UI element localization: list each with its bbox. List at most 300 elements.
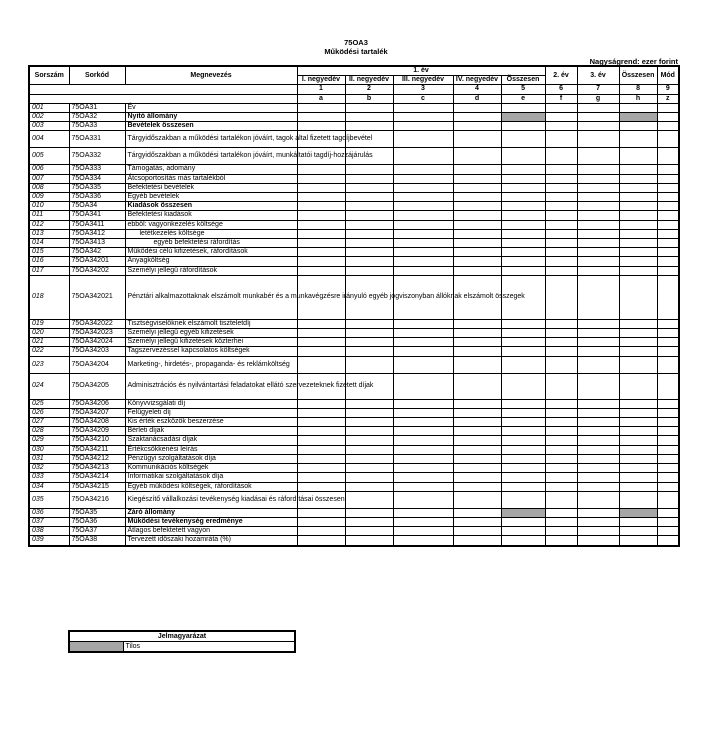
value-cell[interactable] — [577, 174, 619, 183]
value-cell[interactable] — [657, 148, 679, 165]
value-cell[interactable] — [453, 113, 501, 122]
value-cell[interactable] — [577, 517, 619, 526]
value-cell[interactable] — [297, 202, 345, 211]
value-cell[interactable] — [657, 103, 679, 112]
value-cell[interactable] — [657, 517, 679, 526]
value-cell[interactable] — [657, 229, 679, 238]
value-cell[interactable] — [297, 408, 345, 417]
value-cell[interactable] — [393, 165, 453, 174]
value-cell[interactable] — [453, 220, 501, 229]
value-cell[interactable] — [393, 491, 453, 508]
value-cell[interactable] — [297, 319, 345, 328]
value-cell[interactable] — [453, 229, 501, 238]
value-cell[interactable] — [619, 527, 657, 536]
value-cell[interactable] — [393, 174, 453, 183]
value-cell[interactable] — [453, 517, 501, 526]
value-cell[interactable] — [577, 113, 619, 122]
value-cell[interactable] — [619, 454, 657, 463]
value-cell[interactable] — [577, 193, 619, 202]
value-cell[interactable] — [453, 464, 501, 473]
value-cell[interactable] — [393, 211, 453, 220]
value-cell[interactable] — [545, 418, 577, 427]
value-cell[interactable] — [393, 527, 453, 536]
value-cell[interactable] — [345, 239, 393, 248]
value-cell[interactable] — [619, 319, 657, 328]
value-cell[interactable] — [297, 454, 345, 463]
value-cell[interactable] — [453, 103, 501, 112]
value-cell[interactable] — [297, 436, 345, 445]
value-cell[interactable] — [657, 174, 679, 183]
value-cell[interactable] — [577, 220, 619, 229]
value-cell[interactable] — [545, 408, 577, 417]
value-cell[interactable] — [345, 418, 393, 427]
value-cell[interactable] — [619, 418, 657, 427]
value-cell[interactable] — [657, 436, 679, 445]
value-cell[interactable] — [619, 329, 657, 338]
value-cell[interactable] — [501, 174, 545, 183]
value-cell[interactable] — [619, 427, 657, 436]
value-cell[interactable] — [619, 131, 657, 148]
value-cell[interactable] — [577, 482, 619, 491]
value-cell[interactable] — [453, 211, 501, 220]
value-cell[interactable] — [393, 338, 453, 347]
value-cell[interactable] — [577, 536, 619, 546]
value-cell[interactable] — [297, 356, 345, 373]
value-cell[interactable] — [393, 473, 453, 482]
value-cell[interactable] — [619, 174, 657, 183]
value-cell[interactable] — [501, 165, 545, 174]
value-cell[interactable] — [453, 482, 501, 491]
value-cell[interactable] — [545, 427, 577, 436]
value-cell[interactable] — [657, 399, 679, 408]
value-cell[interactable] — [501, 338, 545, 347]
value-cell[interactable] — [545, 399, 577, 408]
value-cell[interactable] — [657, 482, 679, 491]
value-cell[interactable] — [297, 122, 345, 131]
value-cell[interactable] — [297, 536, 345, 546]
value-cell[interactable] — [657, 122, 679, 131]
value-cell[interactable] — [657, 454, 679, 463]
value-cell[interactable] — [501, 347, 545, 356]
value-cell[interactable] — [453, 408, 501, 417]
value-cell[interactable] — [501, 103, 545, 112]
value-cell[interactable] — [577, 257, 619, 266]
value-cell[interactable] — [393, 356, 453, 373]
value-cell[interactable] — [619, 148, 657, 165]
value-cell[interactable] — [501, 183, 545, 192]
value-cell[interactable] — [545, 220, 577, 229]
value-cell[interactable] — [453, 399, 501, 408]
value-cell[interactable] — [657, 491, 679, 508]
value-cell[interactable] — [453, 338, 501, 347]
value-cell[interactable] — [619, 445, 657, 454]
value-cell[interactable] — [297, 527, 345, 536]
value-cell[interactable] — [345, 527, 393, 536]
value-cell[interactable] — [545, 202, 577, 211]
value-cell[interactable] — [453, 454, 501, 463]
value-cell[interactable] — [657, 418, 679, 427]
value-cell[interactable] — [297, 220, 345, 229]
value-cell[interactable] — [577, 319, 619, 328]
value-cell[interactable] — [619, 473, 657, 482]
value-cell[interactable] — [577, 275, 619, 319]
value-cell[interactable] — [545, 473, 577, 482]
value-cell[interactable] — [501, 517, 545, 526]
value-cell[interactable] — [393, 445, 453, 454]
value-cell[interactable] — [545, 536, 577, 546]
value-cell[interactable] — [619, 491, 657, 508]
value-cell[interactable] — [345, 113, 393, 122]
value-cell[interactable] — [657, 464, 679, 473]
value-cell[interactable] — [297, 347, 345, 356]
value-cell[interactable] — [577, 338, 619, 347]
value-cell[interactable] — [345, 165, 393, 174]
value-cell[interactable] — [393, 103, 453, 112]
value-cell[interactable] — [501, 248, 545, 257]
value-cell[interactable] — [545, 174, 577, 183]
value-cell[interactable] — [545, 211, 577, 220]
value-cell[interactable] — [619, 408, 657, 417]
value-cell[interactable] — [577, 491, 619, 508]
value-cell[interactable] — [345, 517, 393, 526]
value-cell[interactable] — [297, 113, 345, 122]
value-cell[interactable] — [501, 257, 545, 266]
value-cell[interactable] — [545, 193, 577, 202]
value-cell[interactable] — [345, 399, 393, 408]
value-cell[interactable] — [453, 436, 501, 445]
value-cell[interactable] — [545, 148, 577, 165]
value-cell[interactable] — [619, 103, 657, 112]
value-cell[interactable] — [297, 329, 345, 338]
value-cell[interactable] — [501, 202, 545, 211]
value-cell[interactable] — [501, 319, 545, 328]
value-cell[interactable] — [453, 122, 501, 131]
value-cell[interactable] — [657, 373, 679, 399]
value-cell[interactable] — [619, 482, 657, 491]
value-cell[interactable] — [345, 122, 393, 131]
value-cell[interactable] — [501, 408, 545, 417]
value-cell[interactable] — [619, 239, 657, 248]
value-cell[interactable] — [501, 373, 545, 399]
value-cell[interactable] — [545, 275, 577, 319]
value-cell[interactable] — [577, 473, 619, 482]
value-cell[interactable] — [545, 347, 577, 356]
value-cell[interactable] — [619, 517, 657, 526]
value-cell[interactable] — [545, 482, 577, 491]
value-cell[interactable] — [545, 454, 577, 463]
value-cell[interactable] — [453, 473, 501, 482]
value-cell[interactable] — [453, 148, 501, 165]
value-cell[interactable] — [501, 464, 545, 473]
value-cell[interactable] — [345, 174, 393, 183]
value-cell[interactable] — [297, 165, 345, 174]
value-cell[interactable] — [453, 131, 501, 148]
value-cell[interactable] — [619, 220, 657, 229]
value-cell[interactable] — [453, 373, 501, 399]
value-cell[interactable] — [393, 319, 453, 328]
value-cell[interactable] — [619, 338, 657, 347]
value-cell[interactable] — [297, 508, 345, 517]
value-cell[interactable] — [453, 347, 501, 356]
value-cell[interactable] — [545, 266, 577, 275]
value-cell[interactable] — [393, 257, 453, 266]
value-cell[interactable] — [345, 257, 393, 266]
value-cell[interactable] — [657, 445, 679, 454]
value-cell[interactable] — [657, 113, 679, 122]
value-cell[interactable] — [657, 131, 679, 148]
value-cell[interactable] — [297, 248, 345, 257]
value-cell[interactable] — [393, 239, 453, 248]
value-cell[interactable] — [393, 536, 453, 546]
value-cell[interactable] — [297, 266, 345, 275]
value-cell[interactable] — [657, 202, 679, 211]
value-cell[interactable] — [619, 248, 657, 257]
value-cell[interactable] — [393, 347, 453, 356]
value-cell[interactable] — [453, 165, 501, 174]
value-cell[interactable] — [501, 211, 545, 220]
value-cell[interactable] — [453, 491, 501, 508]
value-cell[interactable] — [657, 211, 679, 220]
value-cell[interactable] — [297, 427, 345, 436]
value-cell[interactable] — [577, 508, 619, 517]
value-cell[interactable] — [393, 436, 453, 445]
value-cell[interactable] — [345, 347, 393, 356]
value-cell[interactable] — [345, 183, 393, 192]
value-cell[interactable] — [657, 356, 679, 373]
value-cell[interactable] — [577, 347, 619, 356]
value-cell[interactable] — [657, 347, 679, 356]
value-cell[interactable] — [545, 517, 577, 526]
value-cell[interactable] — [345, 211, 393, 220]
value-cell[interactable] — [345, 329, 393, 338]
value-cell[interactable] — [619, 229, 657, 238]
value-cell[interactable] — [345, 103, 393, 112]
value-cell[interactable] — [501, 229, 545, 238]
value-cell[interactable] — [545, 131, 577, 148]
value-cell[interactable] — [297, 193, 345, 202]
value-cell[interactable] — [501, 148, 545, 165]
value-cell[interactable] — [577, 408, 619, 417]
value-cell[interactable] — [657, 275, 679, 319]
value-cell[interactable] — [453, 427, 501, 436]
value-cell[interactable] — [501, 418, 545, 427]
value-cell[interactable] — [545, 356, 577, 373]
value-cell[interactable] — [453, 202, 501, 211]
value-cell[interactable] — [501, 445, 545, 454]
value-cell[interactable] — [545, 508, 577, 517]
value-cell[interactable] — [657, 527, 679, 536]
value-cell[interactable] — [577, 165, 619, 174]
value-cell[interactable] — [393, 193, 453, 202]
value-cell[interactable] — [501, 436, 545, 445]
value-cell[interactable] — [501, 131, 545, 148]
value-cell[interactable] — [453, 193, 501, 202]
value-cell[interactable] — [619, 373, 657, 399]
value-cell[interactable] — [545, 338, 577, 347]
value-cell[interactable] — [453, 266, 501, 275]
value-cell[interactable] — [545, 248, 577, 257]
value-cell[interactable] — [345, 454, 393, 463]
value-cell[interactable] — [577, 445, 619, 454]
value-cell[interactable] — [393, 131, 453, 148]
value-cell[interactable] — [577, 454, 619, 463]
value-cell[interactable] — [657, 338, 679, 347]
value-cell[interactable] — [501, 239, 545, 248]
value-cell[interactable] — [345, 220, 393, 229]
value-cell[interactable] — [345, 408, 393, 417]
value-cell[interactable] — [657, 536, 679, 546]
value-cell[interactable] — [345, 427, 393, 436]
value-cell[interactable] — [619, 183, 657, 192]
value-cell[interactable] — [619, 275, 657, 319]
value-cell[interactable] — [577, 148, 619, 165]
value-cell[interactable] — [501, 527, 545, 536]
value-cell[interactable] — [393, 220, 453, 229]
value-cell[interactable] — [577, 202, 619, 211]
value-cell[interactable] — [393, 399, 453, 408]
value-cell[interactable] — [393, 113, 453, 122]
value-cell[interactable] — [345, 193, 393, 202]
value-cell[interactable] — [345, 445, 393, 454]
value-cell[interactable] — [545, 239, 577, 248]
value-cell[interactable] — [501, 266, 545, 275]
value-cell[interactable] — [577, 183, 619, 192]
value-cell[interactable] — [545, 491, 577, 508]
value-cell[interactable] — [501, 399, 545, 408]
value-cell[interactable] — [297, 482, 345, 491]
value-cell[interactable] — [453, 536, 501, 546]
value-cell[interactable] — [453, 174, 501, 183]
value-cell[interactable] — [345, 202, 393, 211]
value-cell[interactable] — [453, 418, 501, 427]
value-cell[interactable] — [345, 356, 393, 373]
value-cell[interactable] — [545, 319, 577, 328]
value-cell[interactable] — [393, 122, 453, 131]
value-cell[interactable] — [297, 399, 345, 408]
value-cell[interactable] — [453, 356, 501, 373]
value-cell[interactable] — [501, 220, 545, 229]
value-cell[interactable] — [453, 508, 501, 517]
value-cell[interactable] — [297, 103, 345, 112]
value-cell[interactable] — [345, 319, 393, 328]
value-cell[interactable] — [297, 229, 345, 238]
value-cell[interactable] — [577, 266, 619, 275]
value-cell[interactable] — [393, 183, 453, 192]
value-cell[interactable] — [297, 183, 345, 192]
value-cell[interactable] — [345, 508, 393, 517]
value-cell[interactable] — [501, 454, 545, 463]
value-cell[interactable] — [657, 427, 679, 436]
value-cell[interactable] — [657, 266, 679, 275]
value-cell[interactable] — [577, 122, 619, 131]
value-cell[interactable] — [393, 373, 453, 399]
value-cell[interactable] — [545, 165, 577, 174]
value-cell[interactable] — [545, 373, 577, 399]
value-cell[interactable] — [453, 527, 501, 536]
value-cell[interactable] — [393, 202, 453, 211]
value-cell[interactable] — [619, 266, 657, 275]
value-cell[interactable] — [577, 248, 619, 257]
value-cell[interactable] — [577, 464, 619, 473]
value-cell[interactable] — [619, 356, 657, 373]
value-cell[interactable] — [297, 517, 345, 526]
value-cell[interactable] — [657, 257, 679, 266]
value-cell[interactable] — [577, 239, 619, 248]
value-cell[interactable] — [657, 508, 679, 517]
value-cell[interactable] — [297, 418, 345, 427]
value-cell[interactable] — [393, 329, 453, 338]
value-cell[interactable] — [345, 229, 393, 238]
value-cell[interactable] — [545, 122, 577, 131]
value-cell[interactable] — [393, 148, 453, 165]
value-cell[interactable] — [345, 436, 393, 445]
value-cell[interactable] — [345, 266, 393, 275]
value-cell[interactable] — [393, 427, 453, 436]
value-cell[interactable] — [501, 427, 545, 436]
value-cell[interactable] — [657, 165, 679, 174]
value-cell[interactable] — [297, 464, 345, 473]
value-cell[interactable] — [393, 229, 453, 238]
value-cell[interactable] — [619, 122, 657, 131]
value-cell[interactable] — [577, 418, 619, 427]
value-cell[interactable] — [577, 229, 619, 238]
value-cell[interactable] — [501, 193, 545, 202]
value-cell[interactable] — [619, 257, 657, 266]
value-cell[interactable] — [619, 193, 657, 202]
value-cell[interactable] — [619, 202, 657, 211]
value-cell[interactable] — [545, 445, 577, 454]
value-cell[interactable] — [345, 248, 393, 257]
value-cell[interactable] — [545, 257, 577, 266]
value-cell[interactable] — [345, 464, 393, 473]
value-cell[interactable] — [545, 113, 577, 122]
value-cell[interactable] — [393, 482, 453, 491]
value-cell[interactable] — [345, 536, 393, 546]
value-cell[interactable] — [393, 454, 453, 463]
value-cell[interactable] — [297, 239, 345, 248]
value-cell[interactable] — [453, 445, 501, 454]
value-cell[interactable] — [393, 508, 453, 517]
value-cell[interactable] — [577, 356, 619, 373]
value-cell[interactable] — [453, 257, 501, 266]
value-cell[interactable] — [577, 527, 619, 536]
value-cell[interactable] — [577, 373, 619, 399]
value-cell[interactable] — [577, 103, 619, 112]
value-cell[interactable] — [577, 211, 619, 220]
value-cell[interactable] — [345, 491, 393, 508]
value-cell[interactable] — [577, 436, 619, 445]
value-cell[interactable] — [453, 183, 501, 192]
value-cell[interactable] — [577, 131, 619, 148]
value-cell[interactable] — [501, 356, 545, 373]
value-cell[interactable] — [393, 266, 453, 275]
value-cell[interactable] — [619, 536, 657, 546]
value-cell[interactable] — [657, 183, 679, 192]
value-cell[interactable] — [619, 436, 657, 445]
value-cell[interactable] — [657, 473, 679, 482]
value-cell[interactable] — [345, 482, 393, 491]
value-cell[interactable] — [393, 418, 453, 427]
value-cell[interactable] — [393, 248, 453, 257]
value-cell[interactable] — [545, 464, 577, 473]
value-cell[interactable] — [657, 248, 679, 257]
value-cell[interactable] — [577, 427, 619, 436]
value-cell[interactable] — [393, 464, 453, 473]
value-cell[interactable] — [545, 183, 577, 192]
value-cell[interactable] — [619, 399, 657, 408]
value-cell[interactable] — [297, 257, 345, 266]
value-cell[interactable] — [577, 329, 619, 338]
